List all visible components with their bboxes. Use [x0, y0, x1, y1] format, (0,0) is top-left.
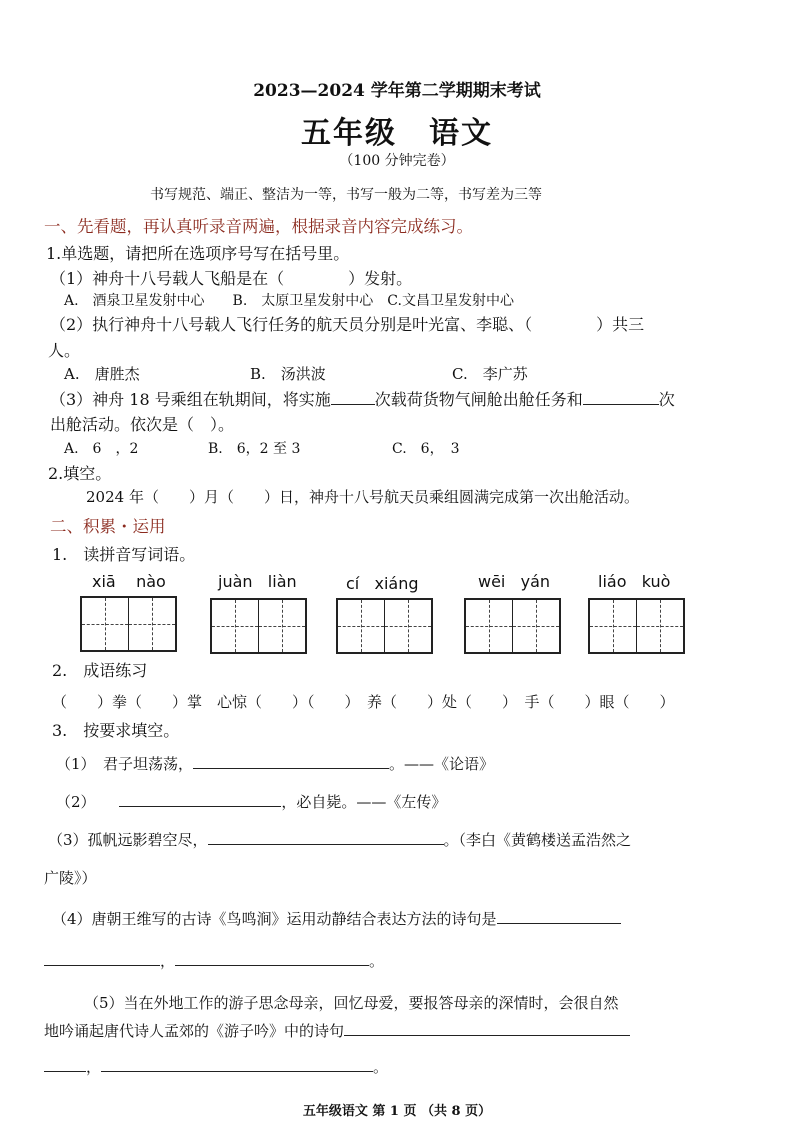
q3-5-line2 [44, 1020, 630, 1041]
q3-4-line1 [52, 908, 621, 929]
blank-line[interactable] [119, 805, 281, 807]
q1-3-part-c: 次 [658, 390, 675, 409]
writing-note: 书写规范、端正、整洁为一等，书写一般为二等，书写差为三等 [150, 187, 542, 203]
grid-cell[interactable] [590, 600, 637, 652]
q3-1-source: 。——《论语》 [389, 755, 495, 773]
pinyin-label: cí xiáng [346, 574, 419, 593]
q1-3-option-b: B. 6，2 至 3 [208, 441, 301, 457]
q3-3-text: （3）孤帆远影碧空尽， [48, 831, 208, 849]
q3-2-text: （2） [56, 793, 96, 811]
blank-line[interactable] [101, 1070, 373, 1072]
part1-heading: 一、先看题，再认真听录音两遍，根据录音内容完成练习。 [44, 217, 473, 236]
blank-line [331, 403, 375, 405]
grid-cell[interactable] [385, 600, 431, 652]
q1-3-option-a: A. 6 ，2 [64, 441, 139, 457]
q1-2-line2: 人。 [48, 341, 81, 360]
q1-3-line1 [50, 387, 675, 410]
q3-4-text: （4）唐朝王维写的古诗《鸟鸣涧》运用动静结合表达方法的诗句是 [52, 910, 497, 928]
blank-line[interactable] [208, 843, 444, 845]
blank-line[interactable] [44, 1070, 86, 1072]
q3-3 [48, 829, 631, 850]
q3-5-line1: （5）当在外地工作的游子思念母亲，回忆母爱，要报答母亲的深情时，会很自然 [84, 994, 619, 1012]
grid-cell[interactable] [212, 600, 259, 652]
q1-1-options: A. 酒泉卫星发射中心 B. 太原卫星发射中心 C.文昌卫星发射中心 [64, 293, 514, 309]
q2-title: 2.填空。 [48, 464, 112, 483]
q3-3-source: 。（李白《黄鹤楼送孟浩然之 [443, 831, 632, 849]
q3-5-line3: ， 。 [44, 1056, 388, 1077]
grid-cell[interactable] [513, 600, 559, 652]
part2-heading: 二、积累・运用 [50, 517, 166, 536]
pinyin-label: wēi yán [478, 572, 551, 591]
q1-3-part-a: （3）神舟 18 号乘组在轨期间，将实施 [50, 390, 331, 409]
subject-title: 五年级 语文 [301, 116, 493, 151]
q1-3-line2: 出舱活动。依次是（ ）。 [50, 415, 235, 434]
q1-1: （1）神舟十八号载人飞船是在（ ）发射。 [50, 269, 413, 288]
pinyin-label: liáo kuò [598, 572, 671, 591]
blank-line [583, 403, 659, 405]
writing-grid[interactable] [464, 598, 561, 654]
q1-title: 1.单选题，请把所在选项序号写在括号里。 [46, 244, 350, 263]
writing-grid[interactable] [210, 598, 307, 654]
blank-line[interactable] [344, 1034, 630, 1036]
page-footer: 五年级语文 第 1 页 （共 8 页） [302, 1104, 492, 1119]
grid-cell[interactable] [82, 598, 129, 650]
grid-cell[interactable] [259, 600, 305, 652]
writing-grid[interactable] [588, 598, 685, 654]
grid-cell[interactable] [637, 600, 683, 652]
idioms-line: （ ）拳（ ）掌 心惊（ ）（ ） 养（ ）处（ ） 手（ ）眼（ ） [52, 693, 675, 711]
p2-q3-title: 3. 按要求填空。 [52, 721, 180, 740]
writing-grid[interactable] [336, 598, 433, 654]
blank-line[interactable] [497, 922, 621, 924]
pinyin-label: xiā nào [92, 572, 166, 591]
q3-1 [56, 753, 494, 774]
p2-q1-title: 1. 读拼音写词语。 [52, 545, 196, 564]
q3-1-text: （1） 君子坦荡荡， [56, 755, 194, 773]
q1-2-option-b: B. 汤洪波 [250, 365, 326, 383]
blank-line[interactable] [193, 767, 389, 769]
q3-2-source: ，必自毙。——《左传》 [281, 793, 447, 811]
q3-2 [56, 791, 446, 812]
q3-3-line2: 广陵》） [44, 869, 97, 887]
q3-4-line2: ， 。 [44, 950, 384, 971]
writing-grid[interactable] [80, 596, 177, 652]
blank-line[interactable] [44, 964, 160, 966]
q2-text: 2024 年（ ）月（ ）日，神舟十八号航天员乘组圆满完成第一次出舱活动。 [86, 488, 639, 506]
time-note: （100 分钟完卷） [339, 153, 455, 169]
q1-2-option-c: C. 李广苏 [452, 365, 528, 383]
q3-5-text: 地吟诵起唐代诗人孟郊的《游子吟》中的诗句 [44, 1022, 345, 1040]
q1-3-part-b: 次载荷货物气闸舱出舱任务和 [374, 390, 583, 409]
p2-q2-title: 2. 成语练习 [52, 661, 148, 680]
exam-title: 2023—2024 学年第二学期期末考试 [253, 81, 541, 101]
blank-line[interactable] [175, 964, 369, 966]
q1-2-line1: （2）执行神舟十八号载人飞行任务的航天员分别是叶光富、李聪、（ ）共三 [50, 315, 645, 334]
pinyin-label: juàn liàn [218, 572, 297, 591]
grid-cell[interactable] [338, 600, 385, 652]
grid-cell[interactable] [466, 600, 513, 652]
q1-3-option-c: C. 6， 3 [392, 441, 460, 457]
q1-2-option-a: A. 唐胜杰 [64, 365, 140, 383]
grid-cell[interactable] [129, 598, 175, 650]
